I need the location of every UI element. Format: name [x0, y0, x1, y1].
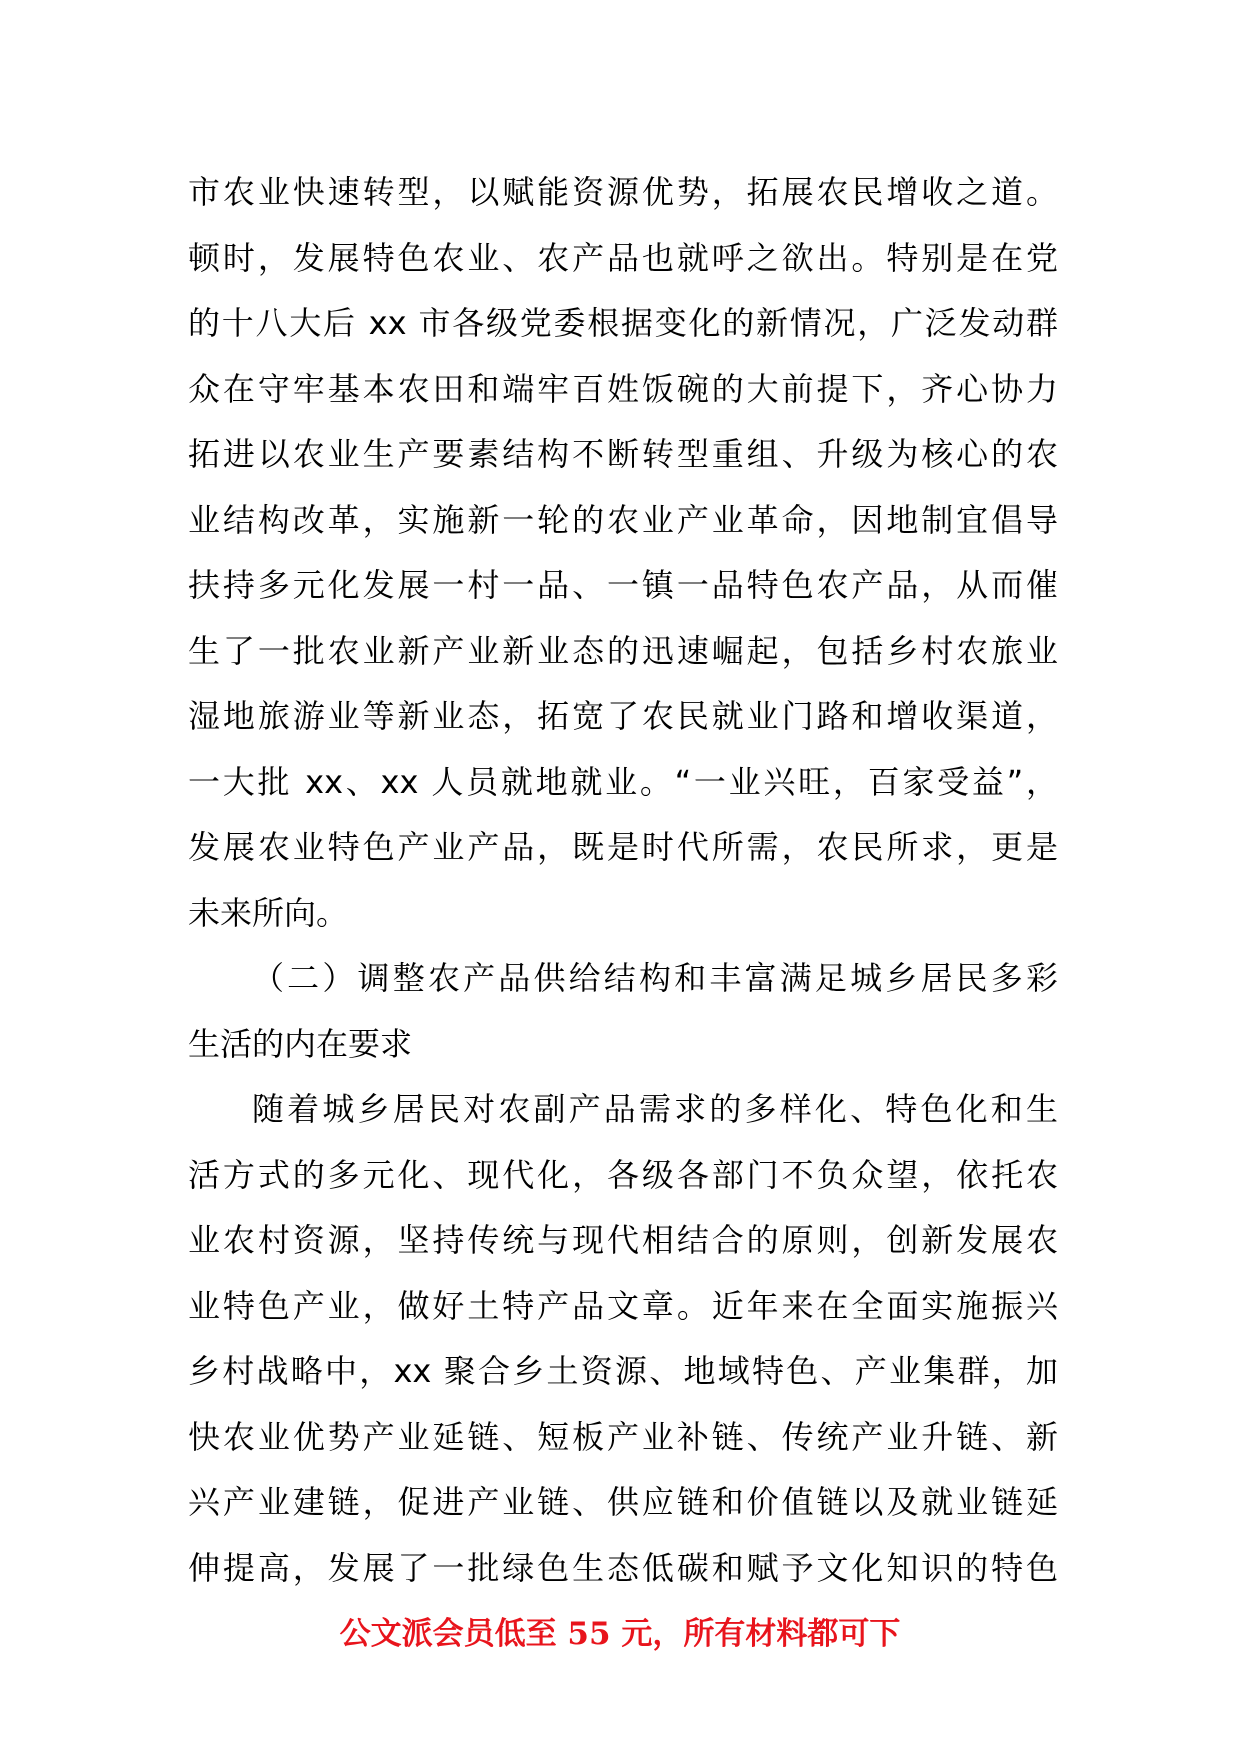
text-line: 市农业快速转型，以赋能资源优势，拓展农民增收之道。 [188, 173, 1058, 211]
text-line: 湿地旅游业等新业态，拓宽了农民就业门路和增收渠道， [188, 697, 1058, 735]
promo-footer: 公文派会员低至 55 元，所有材料都可下 [339, 1616, 901, 1652]
text-line: 顿时，发展特色农业、农产品也就呼之欲出。特别是在党 [188, 238, 1058, 277]
text-line: 随着城乡居民对农副产品需求的多样化、特色化和生 [252, 1090, 1058, 1128]
text-line: 扶持多元化发展一村一品、一镇一品特色农产品，从而催 [188, 566, 1058, 604]
text-line: 拓进以农业生产要素结构不断转型重组、升级为核心的农 [188, 435, 1058, 473]
section-heading: 生活的内在要求 [188, 1024, 413, 1063]
text-line: 众在守牢基本农田和端牢百姓饭碗的大前提下，齐心协力 [188, 369, 1058, 408]
text-line: 活方式的多元化、现代化，各级各部门不负众望，依托农 [188, 1155, 1058, 1194]
section-heading: （二）调整农产品供给结构和丰富满足城乡居民多彩 [252, 959, 1058, 997]
text-line: 快农业优势产业延链、短板产业补链、传统产业升链、新 [188, 1417, 1058, 1456]
text-line: 发展农业特色产业产品，既是时代所需，农民所求，更是 [188, 828, 1058, 866]
text-line: 生了一批农业新产业新业态的迅速崛起，包括乡村农旅业 [188, 631, 1058, 670]
text-line: 乡村战略中，xx 聚合乡土资源、地域特色、产业集群，加 [188, 1352, 1058, 1390]
body-text [188, 160, 1058, 1601]
text-line: 业农村资源，坚持传统与现代相结合的原则，创新发展农 [188, 1221, 1058, 1259]
text-line: 伸提高，发展了一批绿色生态低碳和赋予文化知识的特色 [188, 1548, 1058, 1587]
text-line: 的十八大后 xx 市各级党委根据变化的新情况，广泛发动群 [188, 304, 1058, 342]
text-line: 兴产业建链，促进产业链、供应链和价值链以及就业链延 [188, 1483, 1058, 1521]
text-line: 业结构改革，实施新一轮的农业产业革命，因地制宜倡导 [188, 500, 1058, 539]
text-line: 一大批 xx、xx 人员就地就业。“一业兴旺，百家受益”， [188, 762, 1058, 801]
text-line: 业特色产业，做好土特产品文章。近年来在全面实施振兴 [188, 1286, 1058, 1325]
text-line: 未来所向。 [188, 893, 349, 932]
